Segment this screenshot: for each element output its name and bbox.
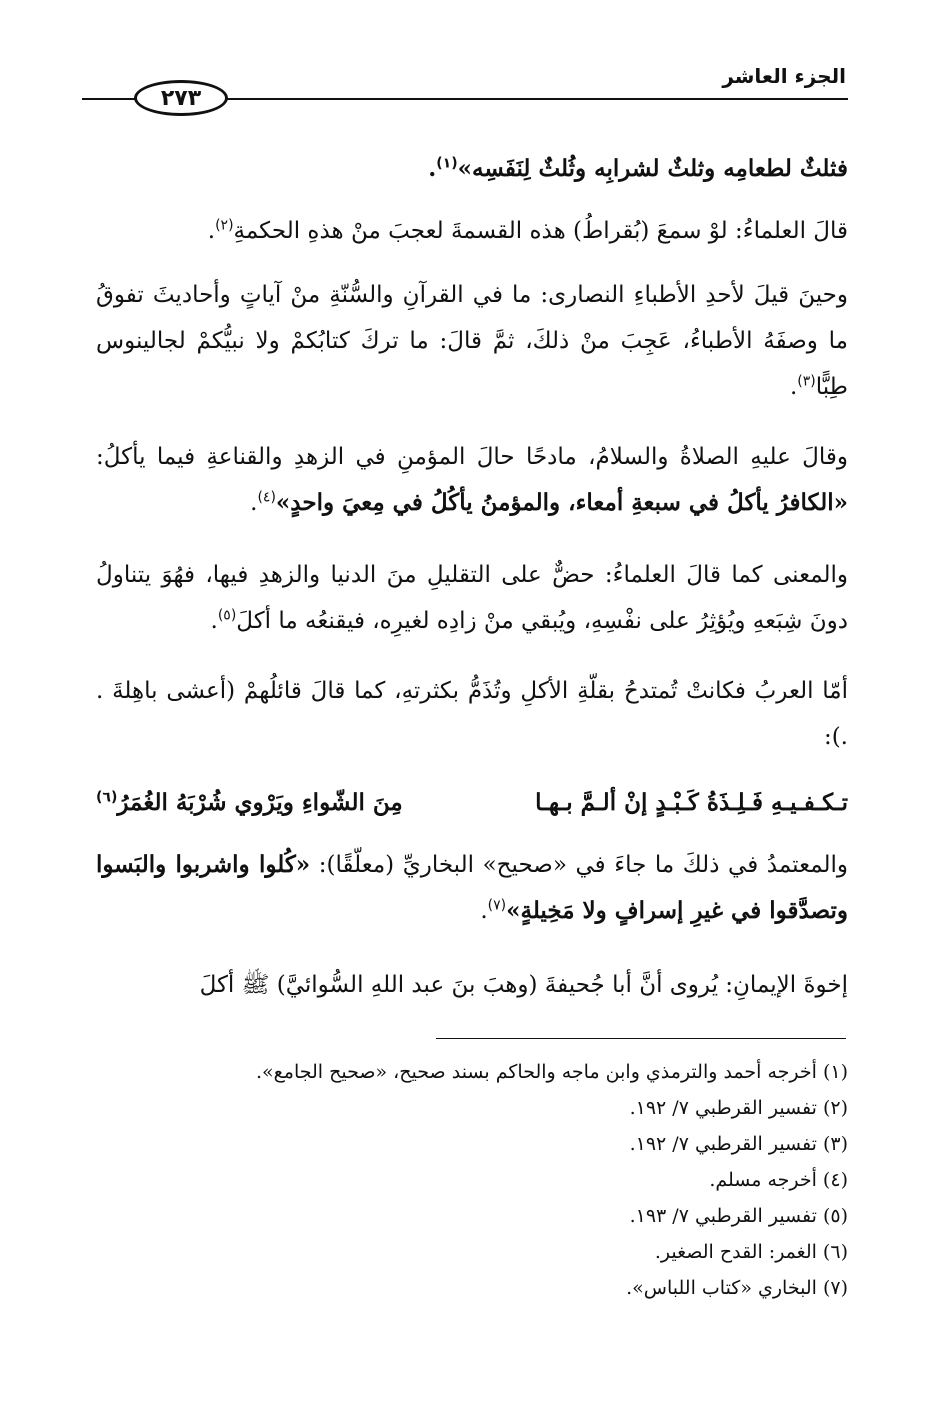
page-number: ٢٧٣ xyxy=(134,80,228,116)
paragraph-4 xyxy=(96,434,848,526)
paragraph-5-text: والمعنى كما قالَ العلماءُ: حضٌّ على التقليلِ منَ الدنيا والزهدِ فيها، فهُوَ يتناولُ دونَ شِبَعهِ ويُؤثِرُ على نفْسِهِ، ويُبقي منْ زادِه لغيرِه، فيقنعُه ما أكلَ xyxy=(96,562,848,634)
footnote-3: (٣) تفسير القرطبي ٧/ ١٩٢. xyxy=(629,1133,848,1155)
hadith-quote-2: «كُلوا واشربوا والبَسوا وتصدَّقوا في غيرِ إسرافٍ ولا مَخِيلةٍ» xyxy=(96,851,848,924)
footnote-ref-3[interactable]: (٣) xyxy=(797,373,816,390)
paragraph-6-text: أمّا العربُ فكانتْ تُمتدحُ بقلّةِ الأكلِ وتُذَمُّ بكثرتهِ، كما قالَ قائلُهمْ (أعشى باهِلةَ . .): xyxy=(96,678,848,750)
footnote-5: (٥) تفسير القرطبي ٧/ ١٩٣. xyxy=(629,1205,848,1227)
footnotes xyxy=(96,1054,848,1306)
paragraph-1 xyxy=(96,146,848,192)
footnote-ref-7[interactable]: (٧) xyxy=(487,897,507,914)
paragraph-3 xyxy=(96,272,848,410)
footnote-ref-2[interactable]: (٢) xyxy=(215,217,234,234)
verse-second-hemistich xyxy=(96,780,403,826)
footnote-ref-1[interactable]: (١) xyxy=(436,155,458,172)
paragraph-1-text: فثلثٌ لطعامِه وثلثٌ لشرابِه وثُلثٌ لِنَفَسِه» xyxy=(457,155,848,182)
footnote-ref-5[interactable]: (٥) xyxy=(217,607,237,624)
paragraph-3-text: وحينَ قيلَ لأحدِ الأطباءِ النصارى: ما في القرآنِ والسُّنّةِ منْ آياتٍ وأحاديثَ تفوقُ ما وصفَهُ الأطباءُ، عَجِبَ منْ ذلكَ، ثمَّ قالَ: ما تركَ كتابُكمْ ولا نبيُّكمْ لجالينوس طِبًّا xyxy=(96,282,848,400)
footnote-4: (٤) أخرجه مسلم. xyxy=(709,1169,848,1191)
footnote-2: (٢) تفسير القرطبي ٧/ ١٩٢. xyxy=(629,1097,848,1119)
paragraph-4-text: وقالَ عليهِ الصلاةُ والسلامُ، مادحًا حالَ المؤمنِ في الزهدِ والقناعةِ فيما يأكلُ: xyxy=(96,444,848,470)
paragraph-3-end: . xyxy=(789,374,798,400)
footnote-1: (١) أخرجه أحمد والترمذي وابن ماجه والحاكم بسند صحيح، «صحيح الجامع». xyxy=(255,1061,848,1083)
paragraph-2 xyxy=(96,208,848,254)
paragraph-9 xyxy=(96,962,848,1008)
footnote-6: (٦) الغمر: القدح الصغير. xyxy=(654,1241,848,1263)
verse-second-hemistich-text: مِنَ الشّواءِ ويَرْوي شُرْبَهُ الغُمَرُ xyxy=(117,789,403,816)
footnote-ref-4[interactable]: (٤) xyxy=(257,489,276,506)
paragraph-8-end: . xyxy=(480,898,488,924)
paragraph-5 xyxy=(96,552,848,644)
paragraph-4-end: . xyxy=(250,490,258,516)
footnote-7: (٧) البخاري «كتاب اللباس». xyxy=(626,1277,848,1299)
footnote-separator xyxy=(436,1038,846,1039)
running-title: الجزء العاشر xyxy=(722,64,846,88)
paragraph-9-text: إخوةَ الإيمانِ: يُروى أنَّ أبا جُحيفةَ (وهبَ بنَ عبد اللهِ السُّوائيَّ) ﷺ أكلَ xyxy=(199,972,848,998)
paragraph-1-end: . xyxy=(428,155,437,182)
paragraph-5-end: . xyxy=(210,608,218,634)
poetry-verse xyxy=(96,780,848,826)
paragraph-8 xyxy=(96,842,848,934)
verse-first-hemistich: تـكـفـيـهِ فَـلِـذَةُ كَـبْـدٍ إنْ ألـمَّ بـهـا xyxy=(535,789,848,816)
paragraph-6 xyxy=(96,668,848,760)
paragraph-2-end: . xyxy=(207,218,216,244)
paragraph-2-text: قالَ العلماءُ: لوْ سمعَ (بُقراطُ) هذه القسمةَ لعجبَ منْ هذهِ الحكمةِ xyxy=(233,218,848,244)
hadith-quote-1: «الكافرُ يأكلُ في سبعةِ أمعاء، والمؤمنُ يأكُلُ في مِعيَ واحدٍ» xyxy=(275,489,848,516)
paragraph-8-text: والمعتمدُ في ذلكَ ما جاءَ في «صحيح» البخاريِّ (معلّقًا): xyxy=(310,852,848,878)
footnote-ref-6[interactable]: (٦) xyxy=(96,789,118,806)
